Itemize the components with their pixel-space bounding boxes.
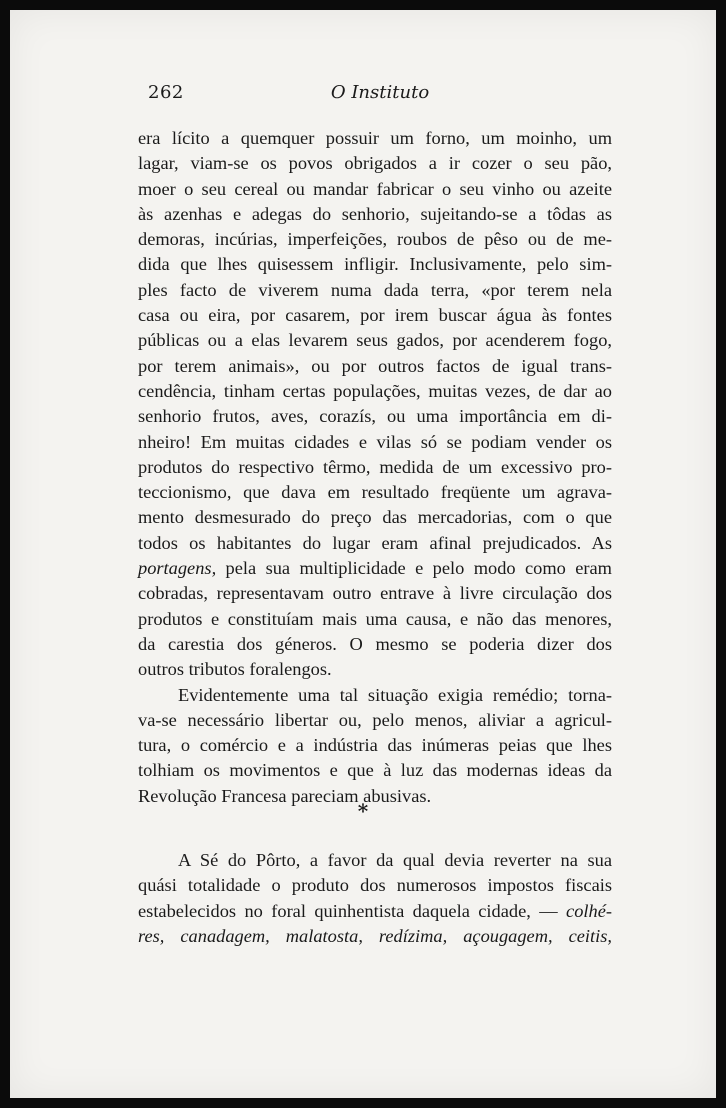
text-line: va-se necessário libertar ou, pelo menos, aliviar a agricul- [138, 709, 612, 730]
text-line-mixed [138, 899, 612, 924]
italic-term: colhé- [566, 900, 612, 921]
text-line: produtos do respectivo têrmo, medida de um excessivo pro- [138, 456, 612, 477]
text-line: era lícito a quemquer possuir um forno, um moinho, um [138, 128, 612, 148]
text-fragment: estabelecidos no foral quinhentista daquela cidade, — [138, 900, 567, 921]
text-line-italic: res, canadagem, malatosta, redízima, açougagem, ceitis, [138, 925, 612, 946]
text-line-portagens [138, 556, 612, 581]
text-line: cobradas, representavam outro entrave à livre circulação dos [138, 583, 612, 604]
running-title: O Instituto [330, 82, 430, 103]
text-line: casa ou eira, por casarem, por irem buscar água às fontes [138, 305, 612, 326]
text-line: tura, o comércio e a indústria das inúmeras peias que lhes [138, 735, 612, 756]
book-page [10, 10, 716, 1098]
text-line: quási totalidade o produto dos numerosos impostos fiscais [138, 875, 612, 896]
text-line: teccionismo, que dava em resultado freqüente um agrava- [138, 482, 612, 503]
page-header [140, 82, 620, 112]
text-line: A Sé do Pôrto, a favor da qual devia reverter na sua [178, 850, 612, 870]
section-separator: * [357, 799, 369, 823]
text-line: outros tributos foralengos. [138, 659, 332, 680]
text-line: Revolução Francesa pareciam abusivas. [138, 785, 432, 806]
text-line: ples facto de viverem numa dada terra, «por terem nela [138, 279, 612, 300]
text-line: lagar, viam-se os povos obrigados a ir cozer o seu pão, [138, 153, 612, 174]
text-line: da carestia dos géneros. O mesmo se poderia dizer dos [138, 633, 612, 654]
paragraph-1 [138, 126, 612, 809]
text-line: todos os habitantes do lugar eram afinal prejudicados. As [138, 532, 612, 553]
text-line: moer o seu cereal ou mandar fabricar o seu vinho ou azeite [138, 178, 612, 199]
text-line: demoras, incúrias, imperfeições, roubos de pêso ou de me- [138, 229, 612, 250]
text-line: cendência, tinham certas populações, muitas vezes, de dar ao [138, 380, 612, 401]
text-fragment: pela sua multiplicidade e pelo modo como eram [216, 558, 612, 579]
text-line: por terem animais», ou por outros factos de igual trans- [138, 355, 612, 376]
text-line: nheiro! Em muitas cidades e vilas só se podiam vender os [138, 431, 612, 452]
text-line: públicas ou a elas levarem seus gados, por acenderem fogo, [138, 330, 612, 351]
text-line: dida que lhes quisessem infligir. Inclusivamente, pelo sim- [138, 254, 612, 275]
portagens-term: portagens, [138, 558, 217, 579]
text-line: mento desmesurado do preço das mercadorias, com o que [138, 507, 612, 528]
text-line: às azenhas e adegas do senhorio, sujeitando-se a tôdas as [138, 203, 612, 224]
paragraph-3 [138, 848, 612, 949]
text-line: produtos e constituíam mais uma causa, e não das menores, [138, 608, 612, 629]
text-line: Evidentemente uma tal situação exigia remédio; torna- [178, 684, 612, 705]
text-line: senhorio frutos, aves, corazís, ou uma importância em di- [138, 406, 612, 427]
page-number: 262 [148, 82, 184, 103]
text-line: tolhiam os movimentos e que à luz das modernas ideas da [138, 760, 612, 781]
